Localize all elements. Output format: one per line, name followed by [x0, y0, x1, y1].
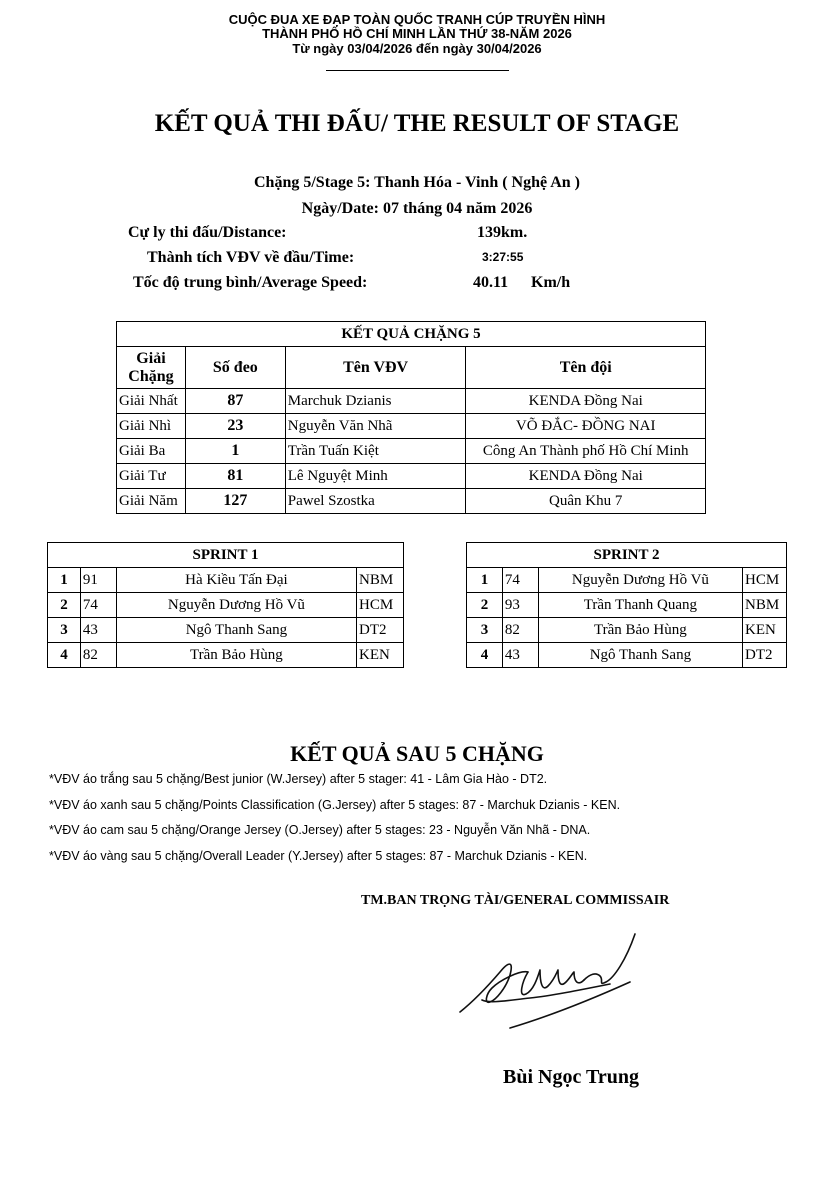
rider-cell: Ngô Thanh Sang — [538, 643, 742, 668]
team-cell: DT2 — [357, 618, 404, 643]
team-cell: Công An Thành phố Hồ Chí Minh — [466, 439, 706, 464]
bib-cell: 87 — [185, 389, 285, 414]
rider-cell: Trần Bảo Hùng — [116, 643, 356, 668]
table-row — [117, 439, 706, 464]
header-bib: Số đeo — [185, 347, 285, 389]
stage-results-table — [116, 321, 706, 514]
rank-cell: 4 — [467, 643, 503, 668]
team-cell: KEN — [357, 643, 404, 668]
bib-cell: 43 — [80, 618, 116, 643]
stage-results-title: KẾT QUẢ CHẶNG 5 — [117, 322, 706, 347]
team-cell: KENDA Đồng Nai — [466, 464, 706, 489]
table-row — [467, 618, 787, 643]
bib-cell: 82 — [502, 618, 538, 643]
bib-cell: 127 — [185, 489, 285, 514]
rider-cell: Nguyễn Văn Nhã — [285, 414, 466, 439]
prize-cell: Giải Ba — [117, 439, 186, 464]
prize-cell: Giải Nhì — [117, 414, 186, 439]
commissaire-name: Bùi Ngọc Trung — [503, 1066, 639, 1088]
table-row — [48, 568, 404, 593]
rank-cell: 2 — [467, 593, 503, 618]
rider-cell: Trần Tuấn Kiệt — [285, 439, 466, 464]
table-row — [117, 389, 706, 414]
bib-cell: 23 — [185, 414, 285, 439]
table-row — [467, 643, 787, 668]
speed-label: Tốc độ trung bình/Average Speed: — [133, 274, 368, 291]
table-row — [117, 464, 706, 489]
table-row — [48, 618, 404, 643]
bib-cell: 43 — [502, 643, 538, 668]
bib-cell: 1 — [185, 439, 285, 464]
rank-cell: 3 — [48, 618, 81, 643]
jersey-line-orange: *VĐV áo cam sau 5 chặng/Orange Jersey (O.Jersey) after 5 stages: 23 - Nguyễn Văn Nhã - DNA. — [49, 823, 591, 837]
after-stages-title: KẾT QUẢ SAU 5 CHẶNG — [290, 741, 544, 766]
speed-value: 40.11 — [473, 274, 509, 291]
event-title-line1: CUỘC ĐUA XE ĐẠP TOÀN QUỐC TRANH CÚP TRUYỀN HÌNH — [228, 12, 606, 27]
table-row — [117, 489, 706, 514]
rank-cell: 4 — [48, 643, 81, 668]
bib-cell: 93 — [502, 593, 538, 618]
header-rider: Tên VĐV — [285, 347, 466, 389]
team-cell: NBM — [743, 593, 787, 618]
jersey-line-white: *VĐV áo trắng sau 5 chặng/Best junior (W.Jersey) after 5 stager: 41 - Lâm Gia Hào - DT2. — [49, 772, 548, 786]
table-row — [467, 593, 787, 618]
bib-cell: 91 — [80, 568, 116, 593]
rank-cell: 1 — [48, 568, 81, 593]
rider-cell: Nguyễn Dương Hồ Vũ — [116, 593, 356, 618]
distance-value: 139km. — [477, 224, 528, 241]
sprint2-table — [466, 542, 787, 668]
commissaire-role: TM.BAN TRỌNG TÀI/GENERAL COMMISSAIR — [361, 893, 670, 908]
prize-cell: Giải Năm — [117, 489, 186, 514]
page-title: KẾT QUẢ THI ĐẤU/ THE RESULT OF STAGE — [154, 110, 680, 137]
prize-cell: Giải Tư — [117, 464, 186, 489]
table-row — [48, 643, 404, 668]
rank-cell: 2 — [48, 593, 81, 618]
speed-unit: Km/h — [531, 274, 571, 291]
event-title-line2: THÀNH PHỐ HỒ CHÍ MINH LẦN THỨ 38-NĂM 2026 — [262, 26, 572, 41]
sprint1-table — [47, 542, 404, 668]
stage-date: Ngày/Date: 07 tháng 04 năm 2026 — [301, 200, 533, 217]
prize-cell: Giải Nhất — [117, 389, 186, 414]
rider-cell: Lê Nguyệt Minh — [285, 464, 466, 489]
bib-cell: 82 — [80, 643, 116, 668]
bib-cell: 74 — [80, 593, 116, 618]
team-cell: Quân Khu 7 — [466, 489, 706, 514]
rank-cell: 1 — [467, 568, 503, 593]
table-row — [48, 593, 404, 618]
header-team: Tên đội — [466, 347, 706, 389]
team-cell: HCM — [743, 568, 787, 593]
team-cell: NBM — [357, 568, 404, 593]
bib-cell: 74 — [502, 568, 538, 593]
stage-name: Chặng 5/Stage 5: Thanh Hóa - Vinh ( Nghệ An ) — [254, 174, 580, 191]
header-divider — [326, 70, 509, 71]
table-row — [467, 568, 787, 593]
rider-cell: Trần Thanh Quang — [538, 593, 742, 618]
rider-cell: Hà Kiều Tấn Đại — [116, 568, 356, 593]
time-label: Thành tích VĐV về đầu/Time: — [147, 249, 355, 266]
sprint2-title: SPRINT 2 — [467, 543, 787, 568]
jersey-line-green: *VĐV áo xanh sau 5 chặng/Points Classification (G.Jersey) after 5 stages: 87 - Marchuk Dzianis - KEN. — [49, 798, 621, 812]
rider-cell: Pawel Szostka — [285, 489, 466, 514]
rider-cell: Trần Bảo Hùng — [538, 618, 742, 643]
bib-cell: 81 — [185, 464, 285, 489]
rider-cell: Marchuk Dzianis — [285, 389, 466, 414]
team-cell: DT2 — [743, 643, 787, 668]
time-value: 3:27:55 — [482, 250, 524, 264]
jersey-line-yellow: *VĐV áo vàng sau 5 chặng/Overall Leader (Y.Jersey) after 5 stages: 87 - Marchuk Dzianis - KEN. — [49, 849, 588, 863]
team-cell: VÕ ĐẮC- ĐỒNG NAI — [466, 414, 706, 439]
event-dates: Từ ngày 03/04/2026 đến ngày 30/04/2026 — [292, 41, 542, 56]
rank-cell: 3 — [467, 618, 503, 643]
rider-cell: Nguyễn Dương Hồ Vũ — [538, 568, 742, 593]
team-cell: KENDA Đồng Nai — [466, 389, 706, 414]
distance-label: Cự ly thi đấu/Distance: — [128, 224, 287, 241]
team-cell: HCM — [357, 593, 404, 618]
table-row — [117, 414, 706, 439]
rider-cell: Ngô Thanh Sang — [116, 618, 356, 643]
signature-image — [430, 920, 680, 1035]
header-prize: Giải Chặng — [117, 347, 186, 389]
sprint1-title: SPRINT 1 — [48, 543, 404, 568]
team-cell: KEN — [743, 618, 787, 643]
